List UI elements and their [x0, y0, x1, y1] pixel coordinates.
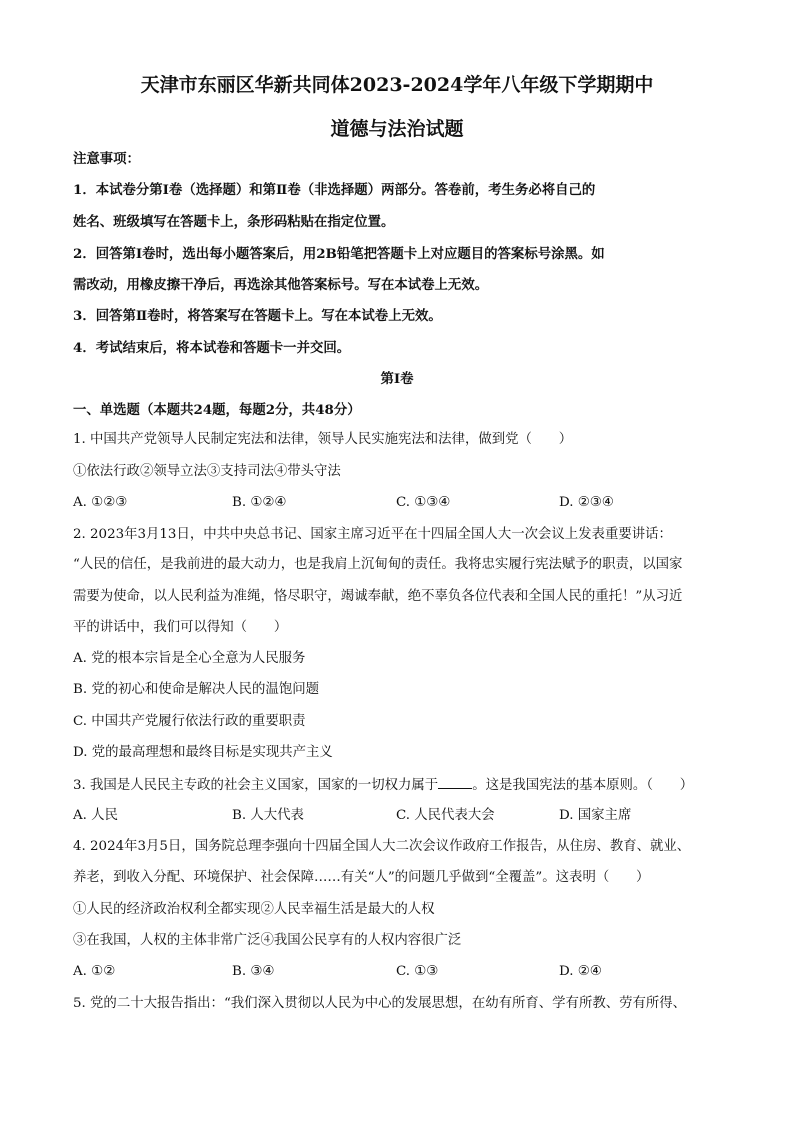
notice-item-2-line-2: 需改动，用橡皮擦干净后，再选涂其他答案标号。写在本试卷上无效。 [73, 277, 489, 293]
notice-item-2-line-1: 2．回答第Ⅰ卷时，选出每小题答案后，用2B铅笔把答题卡上对应题目的答案标号涂黑。如 [73, 246, 605, 262]
q4-option-a: A. ①② [73, 964, 116, 979]
q3-option-b: B. 人大代表 [232, 808, 304, 823]
q1-option-a: A. ①②③ [73, 495, 128, 510]
notice-item-1-line-1: 1．本试卷分第Ⅰ卷（选择题）和第Ⅱ卷（非选择题）两部分。答卷前，考生务必将自己的 [73, 182, 596, 198]
q3-stem-before: 3. 我国是人民民主专政的社会主义国家，国家的一切权力属于 [73, 778, 439, 793]
q1-option-c: C. ①③④ [396, 495, 451, 510]
q4-statements-2: ③在我国，人权的主体非常广泛④我国公民享有的人权内容很广泛 [73, 933, 462, 948]
q2-option-c: C. 中国共产党履行依法行政的重要职责 [73, 714, 306, 729]
q4-option-c: C. ①③ [396, 964, 439, 979]
q1-stem: 1. 中国共产党领导人民制定宪法和法律，领导人民实施宪法和法律，做到党（ ） [73, 432, 573, 447]
exam-title-line1: 天津市东丽区华新共同体2023-2024学年八年级下学期期中 [140, 74, 654, 96]
q4-option-b: B. ③④ [232, 964, 275, 979]
notice-heading: 注意事项： [73, 151, 140, 167]
q3-option-d: D. 国家主席 [559, 808, 632, 823]
q3-stem-after: 。这是我国宪法的基本原则。（ ） [472, 778, 694, 793]
q1-option-d: D. ②③④ [559, 495, 614, 510]
q2-option-b: B. 党的初心和使命是解决人民的温饱问题 [73, 682, 319, 697]
q4-option-d: D. ②④ [559, 964, 602, 979]
q2-option-a: A. 党的根本宗旨是全心全意为人民服务 [73, 651, 306, 666]
q3-option-c: C. 人民代表大会 [396, 808, 495, 823]
q3-stem [73, 776, 723, 795]
q1-option-b: B. ①②④ [232, 495, 287, 510]
q2-line-1: 2. 2023年3月13日，中共中央总书记、国家主席习近平在十四届全国人大一次会议上发表重要讲话： [73, 527, 672, 542]
q1-statements: ①依法行政②领导立法③支持司法④带头守法 [73, 464, 341, 479]
q4-line-2: 养老，到收入分配、环境保护、社会保障……有关“人”的问题几乎做到“全覆盖”。这表明（ ） [73, 870, 650, 885]
q4-line-1: 4. 2024年3月5日，国务院总理李强向十四届全国人大二次会议作政府工作报告，从住房、教育、就业、 [73, 839, 691, 854]
part-heading: 一、单选题（本题共24题，每题2分，共48分） [73, 402, 361, 418]
notice-item-3: 3．回答第Ⅱ卷时，将答案写在答题卡上。写在本试卷上无效。 [73, 308, 442, 324]
exam-title-line2: 道德与法治试题 [330, 118, 464, 140]
q3-answer-blank [438, 776, 472, 789]
q4-statements-1: ①人民的经济政治权利全都实现②人民幸福生活是最大的人权 [73, 902, 435, 917]
q2-line-4: 平的讲话中，我们可以得知（ ） [73, 620, 288, 635]
q2-line-2: “人民的信任，是我前进的最大动力，也是我肩上沉甸甸的责任。我将忠实履行宪法赋予的职责，以国家 [73, 557, 683, 572]
q5-line-1: 5. 党的二十大报告指出：“我们深入贯彻以人民为中心的发展思想，在幼有所育、学有所教、劳有所得、 [73, 996, 687, 1011]
q3-option-a: A. 人民 [73, 808, 118, 823]
q2-option-d: D. 党的最高理想和最终目标是实现共产主义 [73, 745, 333, 760]
q2-line-3: 需要为使命，以人民利益为准绳，恪尽职守，竭诚奉献，绝不辜负各位代表和全国人民的重托！”从习近 [73, 589, 683, 604]
notice-item-1-line-2: 姓名、班级填写在答题卡上，条形码粘贴在指定位置。 [73, 214, 395, 230]
notice-item-4: 4．考试结束后，将本试卷和答题卡一并交回。 [73, 340, 351, 356]
volume-heading: 第Ⅰ卷 [380, 371, 414, 387]
